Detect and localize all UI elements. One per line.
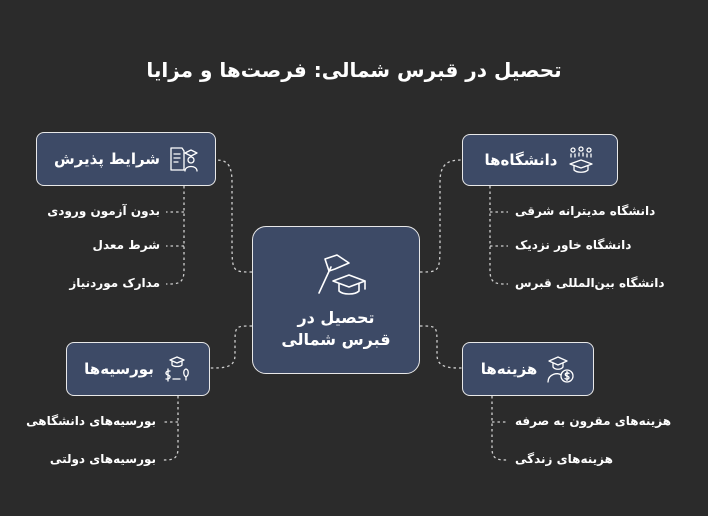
admission-label: شرایط پذیرش xyxy=(53,150,161,168)
university-item-1: دانشگاه مدیترانه شرقی xyxy=(515,204,656,218)
costs-label: هزینه‌ها xyxy=(480,360,538,378)
universities-label: دانشگاه‌ها xyxy=(484,151,558,169)
university-item-3: دانشگاه بین‌المللی قبرس xyxy=(515,276,665,290)
center-label-line2: قبرس شمالی xyxy=(281,330,391,349)
admission-node xyxy=(36,132,216,186)
costs-node xyxy=(462,342,594,396)
center-node xyxy=(252,226,420,374)
universities-node xyxy=(462,134,618,186)
scholarships-label: بورسیه‌ها xyxy=(84,360,154,378)
document-graduate-icon xyxy=(168,144,198,174)
scholarship-item-1: بورسیه‌های دانشگاهی xyxy=(26,414,156,428)
student-dollar-icon xyxy=(545,354,575,384)
graduation-direction-icon xyxy=(311,249,367,299)
scholarship-item-2: بورسیه‌های دولتی xyxy=(49,452,156,466)
university-item-2: دانشگاه خاور نزدیک xyxy=(515,238,632,252)
admission-item-2: شرط معدل xyxy=(92,238,160,252)
admission-item-1: بدون آزمون ورودی xyxy=(47,204,160,218)
graduation-cap-people-icon xyxy=(566,145,596,175)
cost-item-1: هزینه‌های مقرون به صرفه xyxy=(515,414,672,428)
center-label-line1: تحصیل در xyxy=(297,308,375,327)
scholarships-node xyxy=(66,342,210,396)
cost-item-2: هزینه‌های زندگی xyxy=(515,452,613,466)
diagram-title: تحصیل در قبرس شمالی: فرصت‌ها و مزایا xyxy=(146,58,562,82)
admission-item-3: مدارک موردنیاز xyxy=(69,276,160,290)
scholarship-idea-icon xyxy=(162,354,192,384)
